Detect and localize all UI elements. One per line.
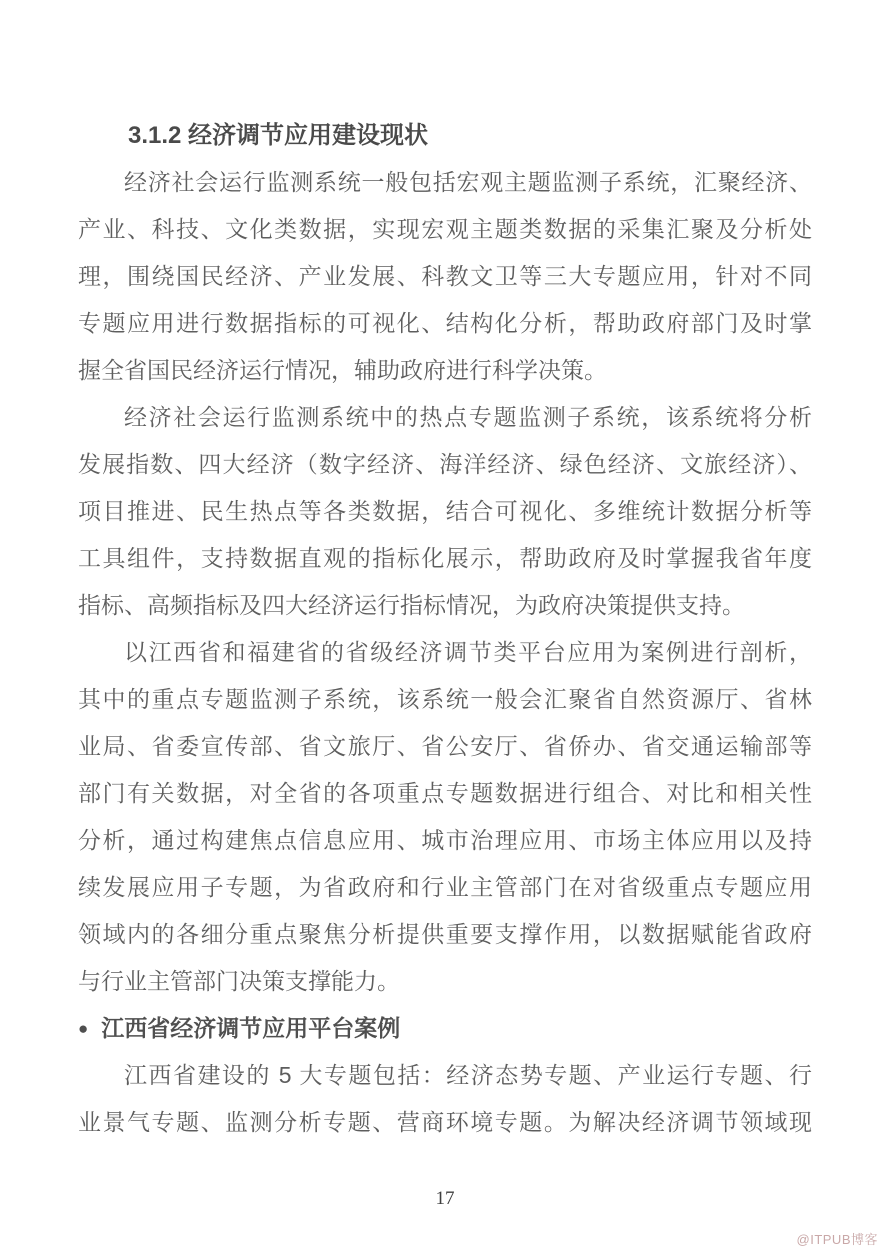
paragraph-line: 业局、省委宣传部、省文旅厅、省公安厅、省侨办、省交通运输部等 [78,733,812,759]
watermark: @ITPUB博客 [796,1232,878,1247]
paragraph-line: 续发展应用子专题，为省政府和行业主管部门在对省级重点专题应用 [78,874,812,900]
paragraph-line: 专题应用进行数据指标的可视化、结构化分析，帮助政府部门及时掌 [78,310,812,336]
paragraph-line: 与行业主管部门决策支撑能力。 [78,968,400,994]
bullet-heading-label: 江西省经济调节应用平台案例 [101,1015,401,1041]
paragraph-line: 分析，通过构建焦点信息应用、城市治理应用、市场主体应用以及持 [78,827,812,853]
paragraph-line: 经济社会运行监测系统中的热点专题监测子系统，该系统将分析 [124,404,812,430]
bullet-heading [78,1005,812,1052]
paragraph-line: 经济社会运行监测系统一般包括宏观主题监测子系统，汇聚经济、 [124,169,812,195]
bullet-icon: ● [78,1019,89,1038]
paragraph-line: 指标、高频指标及四大经济运行指标情况，为政府决策提供支持。 [78,592,745,618]
paragraph-line: 江西省建设的 5 大专题包括：经济态势专题、产业运行专题、行 [124,1062,812,1088]
section-heading: 3.1.2 经济调节应用建设现状 [128,122,429,149]
paragraph-line: 握全省国民经济运行情况，辅助政府进行科学决策。 [78,357,607,383]
paragraph-line: 领域内的各细分重点聚焦分析提供重要支撑作用，以数据赋能省政府 [78,921,812,947]
paragraph-line: 部门有关数据，对全省的各项重点专题数据进行组合、对比和相关性 [78,780,812,806]
paragraph-line: 产业、科技、文化类数据，实现宏观主题类数据的采集汇聚及分析处 [78,216,812,242]
paragraph-line: 理，围绕国民经济、产业发展、科教文卫等三大专题应用，针对不同 [78,263,812,289]
paragraph-line: 业景气专题、监测分析专题、营商环境专题。为解决经济调节领域现 [78,1109,812,1135]
paragraph-line: 项目推进、民生热点等各类数据，结合可视化、多维统计数据分析等 [78,498,812,524]
paragraph-line: 其中的重点专题监测子系统，该系统一般会汇聚省自然资源厅、省林 [78,686,812,712]
page-number: 17 [435,1188,455,1209]
paragraph-line: 发展指数、四大经济（数字经济、海洋经济、绿色经济、文旅经济）、 [78,451,812,477]
document-content [78,112,812,1146]
paragraph-line: 工具组件，支持数据直观的指标化展示，帮助政府及时掌握我省年度 [78,545,812,571]
paragraph-line: 以江西省和福建省的省级经济调节类平台应用为案例进行剖析， [124,639,812,665]
